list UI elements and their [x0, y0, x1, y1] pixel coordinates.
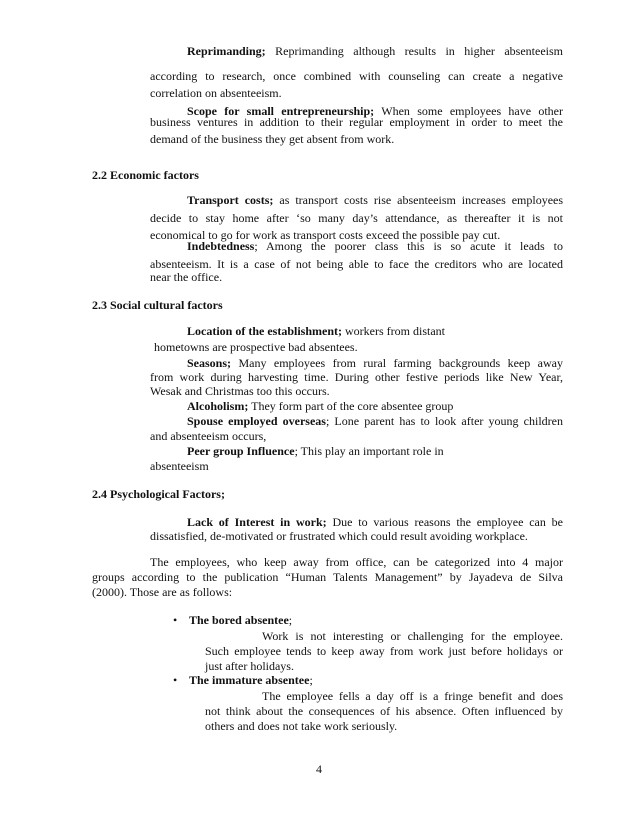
indebtedness-term: Indebtedness — [187, 239, 255, 253]
alcoholism-line-1: Alcoholism; They form part of the core absentee group — [187, 399, 454, 413]
lack-interest-term: Lack of Interest in work; — [187, 515, 327, 529]
transport-line-2: decide to stay home after ‘so many day’s attendance, as thereafter it is not — [150, 211, 563, 225]
scope-line-2: business ventures in addition to their regular employment in order to meet the — [150, 115, 563, 129]
lack-interest-line-2: dissatisfied, de-motivated or frustrated which could result avoiding workplace. — [150, 529, 528, 543]
immature-line-3: others and does not take work seriously. — [205, 719, 398, 733]
spouse-line-1: Spouse employed overseas; Lone parent has to look after young children — [187, 414, 563, 428]
seasons-term: Seasons; — [187, 356, 232, 370]
alcoholism-term: Alcoholism; — [187, 399, 249, 413]
transport-line-1: Transport costs; as transport costs rise absenteeism increases employees — [187, 193, 564, 207]
transport-line-3: economical to go for work as transport costs exceed the possible pay cut. — [150, 228, 501, 242]
seasons-line-1: Seasons; Many employees from rural farming backgrounds keep away — [187, 356, 563, 370]
transport-term: Transport costs; — [187, 193, 274, 207]
bored-line-2: Such employee tends to keep away from work just before holidays or — [205, 644, 563, 658]
bored-line-1: Work is not interesting or challenging for the employee. — [262, 629, 563, 643]
peer-term: Peer group Influence — [187, 444, 295, 458]
bullet-symbol: • — [173, 673, 178, 687]
bullet-bored-title: The bored absentee; — [189, 613, 293, 627]
reprimanding-line-2: according to research, once combined with counseling can create a negative — [150, 69, 563, 83]
scope-term: Scope for small entrepreneurship; — [187, 104, 375, 118]
heading-social-cultural-factors: 2.3 Social cultural factors — [92, 298, 223, 312]
bored-absentee-term: The bored absentee — [189, 613, 289, 627]
spouse-line-2: and absenteeism occurs, — [150, 429, 267, 443]
spouse-term: Spouse employed overseas — [187, 414, 326, 428]
location-line-1: Location of the establishment; workers from distant — [187, 324, 445, 338]
heading-psychological-factors: 2.4 Psychological Factors; — [92, 487, 225, 501]
bullet-immature-title: The immature absentee; — [189, 673, 313, 687]
bullet-symbol: • — [173, 613, 178, 627]
reprimanding-line-1: Reprimanding; Reprimanding although results in higher absenteeism — [187, 44, 563, 58]
immature-line-2: not think about the consequences of his absence. Often influenced by — [205, 704, 563, 718]
reprimanding-line-3: correlation on absenteeism. — [150, 86, 282, 100]
indebtedness-line-3: near the office. — [150, 270, 223, 284]
intro-line-3: (2000). Those are as follows: — [92, 585, 233, 599]
seasons-line-3: Wesak and Christmas too this occurs. — [150, 384, 330, 398]
seasons-line-2: from work during harvesting time. During other festive periods like New Year, — [150, 370, 563, 384]
bored-line-3: just after holidays. — [205, 659, 294, 673]
immature-line-1: The employee fells a day off is a fringe benefit and does — [262, 689, 563, 703]
peer-line-2: absenteeism — [150, 459, 209, 473]
indebtedness-line-2: absenteeism. It is a case of not being able to face the creditors who are located — [150, 257, 563, 271]
page-number: 4 — [316, 762, 322, 776]
immature-absentee-term: The immature absentee — [189, 673, 310, 687]
indebtedness-line-1: Indebtedness; Among the poorer class this is so acute it leads to — [187, 239, 563, 253]
reprimanding-term: Reprimanding; — [187, 44, 266, 58]
heading-economic-factors: 2.2 Economic factors — [92, 168, 199, 182]
peer-line-1: Peer group Influence; This play an important role in — [187, 444, 444, 458]
lack-interest-line-1: Lack of Interest in work; Due to various reasons the employee can be — [187, 515, 564, 529]
intro-line-2: groups according to the publication “Human Talents Management” by Jayadeva de Silva — [92, 570, 563, 584]
location-line-2: hometowns are prospective bad absentees. — [154, 340, 358, 354]
scope-line-3: demand of the business they get absent from work. — [150, 132, 395, 146]
intro-line-1: The employees, who keep away from office, can be categorized into 4 major — [150, 555, 563, 569]
location-term: Location of the establishment; — [187, 324, 342, 338]
scope-line-1: Scope for small entrepreneurship; When some employees have other — [187, 104, 564, 118]
